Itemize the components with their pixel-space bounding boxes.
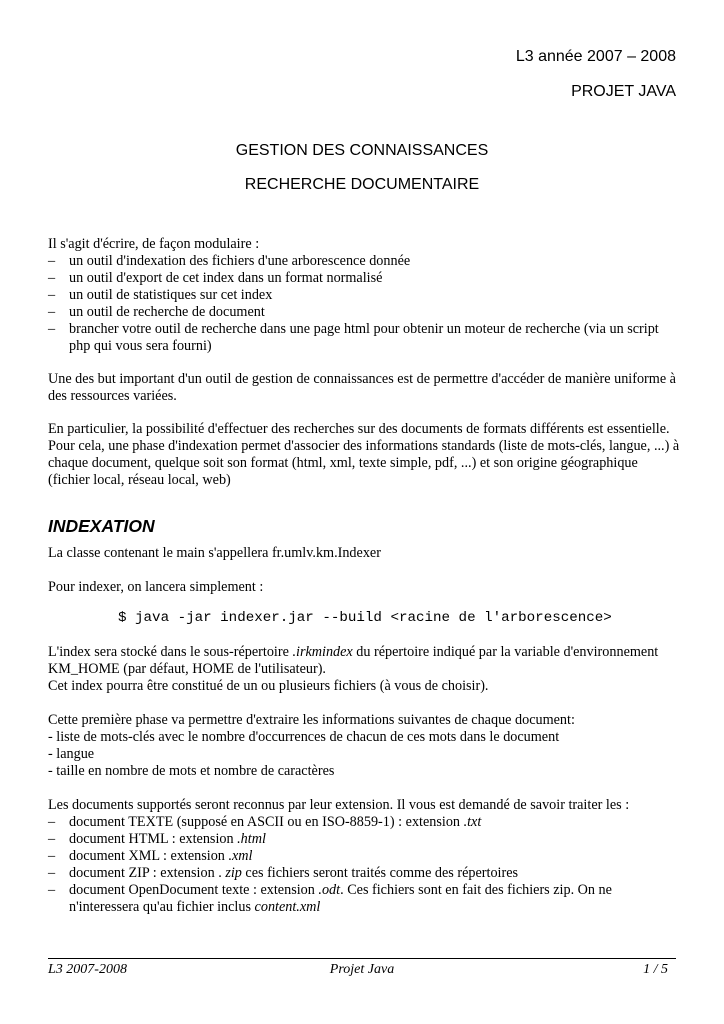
footer-center: Projet Java bbox=[329, 962, 395, 977]
storage-note: Cet index pourra être constitué de un ou plusieurs fichiers (à vous de choisir). bbox=[48, 678, 489, 694]
bullet-dash: – bbox=[48, 253, 56, 269]
bullet-text: un outil d'indexation des fichiers d'une arborescence donnée bbox=[69, 253, 411, 269]
bullet-text: brancher votre outil de recherche dans une page html pour obtenir un moteur de recherche (via un script php qui vous sera fourni) bbox=[69, 321, 659, 354]
format-ext-inner: content.xml bbox=[254, 899, 321, 915]
extract-item: - taille en nombre de mots et nombre de caractères bbox=[48, 763, 335, 779]
bullet-text: un outil d'export de cet index dans un format normalisé bbox=[69, 270, 383, 286]
title-sub: RECHERCHE DOCUMENTAIRE bbox=[244, 176, 480, 193]
footer-rule bbox=[48, 958, 676, 959]
format-text bbox=[69, 814, 680, 831]
format-tail: ces fichiers seront traités comme des répertoires bbox=[241, 865, 519, 881]
format-text bbox=[69, 865, 680, 882]
format-label: document TEXTE (supposé en ASCII ou en ISO-8859-1) : extension bbox=[69, 814, 464, 830]
section-heading-indexation: INDEXATION bbox=[48, 516, 155, 536]
format-ext: zip bbox=[225, 865, 242, 881]
class-line: La classe contenant le main s'appellera fr.umlv.km.Indexer bbox=[48, 545, 381, 561]
intro-lead: Il s'agit d'écrire, de façon modulaire : bbox=[48, 236, 260, 252]
intro-paragraph-2: En particulier, la possibilité d'effectuer des recherches sur des documents de formats différents est essentielle. Pour cela, une phase d'indexation permet d'associer des informations standards (liste de mots-clés, langue, ...) à chaque document, quelque soit son format (html, xml, texte simple, pdf, ...) et son origine géographique (fichier local, réseau local, web) bbox=[48, 421, 680, 488]
format-label: document HTML : extension bbox=[69, 831, 238, 847]
bullet-dash: – bbox=[48, 831, 56, 847]
footer-page-number: 1 / 5 bbox=[643, 962, 668, 977]
storage-text-b: du répertoire indiqué par la variable d'environnement KM_HOME (par défaut, HOME de l'utilisateur). bbox=[48, 644, 659, 677]
bullet-dash: – bbox=[48, 882, 56, 898]
format-label: document XML : extension bbox=[69, 848, 229, 864]
bullet-dash: – bbox=[48, 814, 56, 830]
extract-lead: Cette première phase va permettre d'extraire les informations suivantes de chaque document: bbox=[48, 712, 575, 728]
formats-lead: Les documents supportés seront reconnus par leur extension. Il vous est demandé de savoir traiter les : bbox=[48, 797, 630, 813]
format-tail: . Ces fichiers sont en fait des fichiers zip. On ne n'interessera qu'au fichier inclus bbox=[69, 882, 612, 915]
header-year: L3 année 2007 – 2008 bbox=[515, 48, 676, 65]
format-ext: .html bbox=[237, 831, 266, 847]
format-label: document OpenDocument texte : extension bbox=[69, 882, 319, 898]
bullet-dash: – bbox=[48, 287, 56, 303]
storage-paragraph bbox=[48, 644, 680, 678]
intro-paragraph-1: Une des but important d'un outil de gestion de connaissances est de permettre d'accéder de manière uniforme à des ressources variées. bbox=[48, 371, 676, 404]
format-text bbox=[69, 882, 680, 916]
command-line: $ java -jar indexer.jar --build <racine de l'arborescence> bbox=[118, 610, 612, 626]
bullet-dash: – bbox=[48, 865, 56, 881]
storage-text-a: L'index sera stocké dans le sous-répertoire bbox=[48, 644, 293, 660]
bullet-dash: – bbox=[48, 321, 56, 337]
extract-item: - liste de mots-clés avec le nombre d'occurrences de chacun de ces mots dans le document bbox=[48, 729, 560, 745]
title-main: GESTION DES CONNAISSANCES bbox=[235, 142, 489, 159]
bullet-dash: – bbox=[48, 304, 56, 320]
bullet-text: un outil de statistiques sur cet index bbox=[69, 287, 273, 303]
format-text bbox=[69, 848, 680, 865]
extract-item: - langue bbox=[48, 746, 95, 762]
storage-dir: .irkmindex bbox=[292, 644, 353, 660]
format-label: document ZIP : extension . bbox=[69, 865, 226, 881]
format-ext: .xml bbox=[228, 848, 253, 864]
format-ext: .txt bbox=[463, 814, 482, 830]
format-ext: .odt bbox=[318, 882, 341, 898]
header-project: PROJET JAVA bbox=[571, 83, 676, 100]
bullet-dash: – bbox=[48, 848, 56, 864]
launch-line: Pour indexer, on lancera simplement : bbox=[48, 579, 264, 595]
bullet-text: un outil de recherche de document bbox=[69, 304, 265, 320]
format-text bbox=[69, 831, 680, 848]
bullet-dash: – bbox=[48, 270, 56, 286]
footer-left: L3 2007-2008 bbox=[48, 962, 127, 977]
